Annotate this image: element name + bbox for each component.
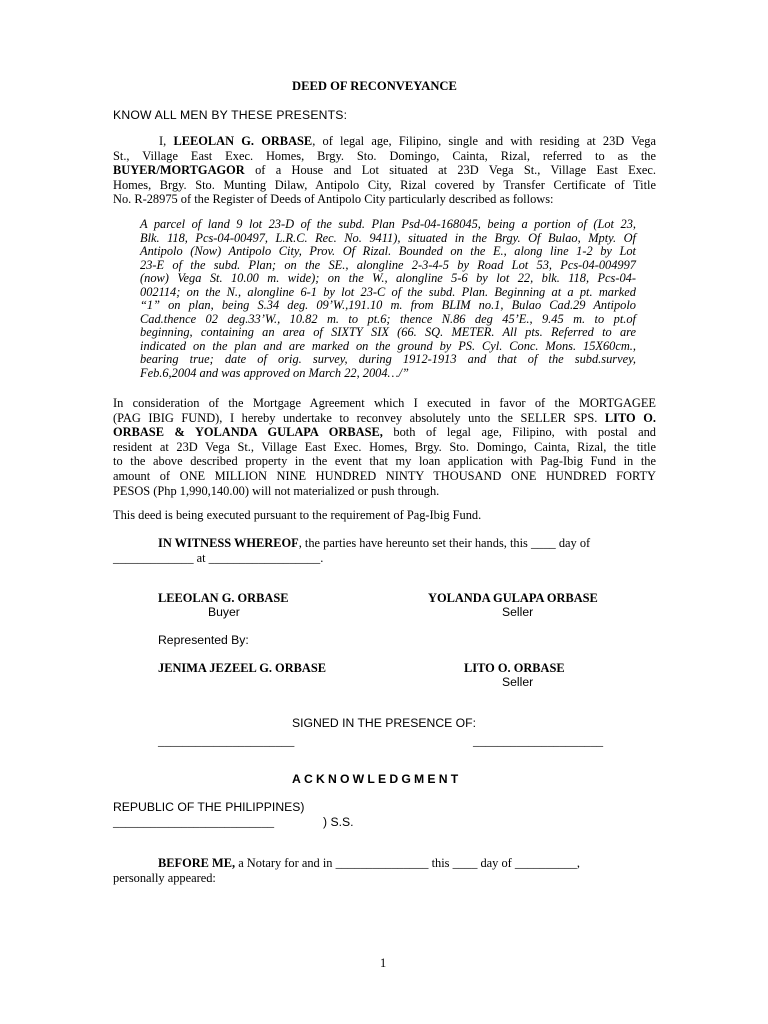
intro-line-2: St., Village East Exec. Homes, Brgy. Sto. Domingo, Cainta, Rizal, referred to as the — [113, 148, 656, 163]
intro-line-1: I, LEEOLAN G. ORBASE, of legal age, Filipino, single and with residing at 23D Vega — [159, 134, 656, 148]
seller1-role: Seller — [502, 605, 534, 619]
consideration-line-6: amount of ONE MILLION NINE HUNDRED NINTY THOUSAND ONE HUNDRED FORTY — [113, 468, 656, 483]
seller2-signature-name: LITO O. ORBASE — [464, 661, 565, 675]
page-number: 1 — [380, 956, 387, 970]
purpose-line: This deed is being executed pursuant to the requirement of Pag-Ibig Fund. — [113, 508, 482, 522]
consideration-line-2: (PAG IBIG FUND), I hereby undertake to reconvey absolutely unto the SELLER SPS. LITO O. — [113, 410, 656, 425]
consideration-line-7: PESOS (Php 1,990,140.00) will not materialized or push through. — [113, 483, 440, 498]
seller1-signature-name: YOLANDA GULAPA ORBASE — [428, 591, 598, 605]
description-line: indicated on the plan and are marked on the ground by PS. Cyl. Conc. Mons. 15X60cm., — [140, 338, 636, 353]
acknowledgment-heading: ACKNOWLEDGMENT — [292, 772, 462, 786]
presence-heading: SIGNED IN THE PRESENCE OF: — [292, 716, 476, 730]
republic-line: REPUBLIC OF THE PHILIPPINES) — [113, 800, 305, 814]
witness-line-1: IN WITNESS WHEREOF, the parties have hereunto set their hands, this ____ day of — [158, 536, 591, 550]
description-line: A parcel of land 9 lot 23-D of the subd. Plan Psd-04-168045, being a portion of (Lot 23, — [140, 217, 636, 231]
represented-by-label: Represented By: — [158, 633, 249, 647]
consideration-line-5: to the above described property in the event that my loan application with Pag-Ibig Fund in the — [113, 454, 656, 469]
seller-names-inline: ORBASE & YOLANDA GULAPA ORBASE, — [113, 425, 383, 440]
consideration-line-4: resident at 23D Vega St., Village East Exec. Homes, Brgy. Sto. Domingo, Cainta, Rizal, the title — [113, 439, 656, 454]
description-line: Blk. 118, Pcs-04-00497, L.R.C. Rec. No. 9411), situated in the Brgy. Of Bulao, Mpty. Of — [140, 230, 636, 245]
seller-name-inline: LITO O. — [604, 410, 656, 425]
consideration-line-3: ORBASE & YOLANDA GULAPA ORBASE, both of legal age, Filipino, with postal and — [113, 425, 656, 440]
description-line: beginning, containing an area of SIXTY SIX (66. SQ. METER. All pts. Referred to are — [140, 325, 636, 339]
before-me-line: BEFORE ME, a Notary for and in _______________ this ____ day of __________, — [158, 856, 580, 870]
description-line: Cad.thence 02 deg.33’W., 10.82 m. to pt.6; thence N.86 deg 45’E., 9.45 m. to pt.of — [140, 311, 636, 326]
consideration-paragraph — [113, 396, 656, 498]
intro-line-5: No. R-28975 of the Register of Deeds of Antipolo City particularly described as follows: — [113, 192, 554, 207]
buyer-signature-name: LEEOLAN G. ORBASE — [158, 591, 289, 605]
witness-line-2: _____________ at __________________. — [113, 551, 324, 565]
personally-appeared-line: personally appeared: — [113, 871, 216, 885]
venue-blank-line: __________________________ — [113, 815, 275, 829]
description-line: 002114; on the N., alongline 6-1 by lot 23-C of the subd. Plan. Beginning at a pt. marked — [140, 284, 636, 299]
presence-line-right: _____________________ — [473, 734, 604, 748]
intro-line-3: BUYER/MORTGAGOR of a House and Lot situated at 23D Vega St., Village East Exec. — [113, 163, 656, 178]
description-line: “1” on plan, being S.34 deg. 09’W.,191.10 m. from BLIM no.1, Bulao Cad.29 Antipolo — [140, 298, 636, 312]
seller2-role: Seller — [502, 675, 534, 689]
document-title: DEED OF RECONVEYANCE — [292, 79, 457, 93]
witness-heading: IN WITNESS WHEREOF — [158, 536, 299, 550]
consideration-line-1: In consideration of the Mortgage Agreement which I executed in favor of the MORTGAGEE — [113, 396, 656, 410]
representative-name: JENIMA JEZEEL G. ORBASE — [158, 661, 327, 675]
description-line: bearing true; date of orig. survey, during 1912-1913 and that of the subd.survey, — [140, 352, 636, 366]
description-line: Feb.6,2004 and was approved on March 22, 2004…/” — [140, 365, 409, 380]
description-line: 23-E of the subd. Plan; on the SE., alongline 2-3-4-5 by Road Lot 53, Pcs-04-004997 — [140, 257, 636, 272]
opening-line: KNOW ALL MEN BY THESE PRESENTS: — [113, 108, 348, 122]
before-me-heading: BEFORE ME, — [158, 856, 236, 870]
property-description — [140, 218, 636, 380]
ss-label: ) S.S. — [323, 815, 354, 829]
description-line: (now) Vega St. 10.00 m. wide); on the W., alongline 5-6 by lot 22, blk. 118, Pcs-04- — [140, 271, 636, 285]
buyer-role: Buyer — [208, 605, 240, 619]
buyer-name-inline: LEEOLAN G. ORBASE — [173, 134, 313, 148]
buyer-mortgagor-term: BUYER/MORTGAGOR — [113, 163, 245, 178]
intro-line-4: Homes, Brgy. Sto. Munting Dilaw, Antipolo City, Rizal covered by Transfer Certificate of Title — [113, 177, 656, 192]
intro-paragraph — [113, 134, 656, 207]
presence-line-left: ______________________ — [158, 734, 295, 748]
description-line: Antipolo (Now) Antipolo City, Prov. Of Rizal. Bounded on the E., along line 1-2 by Lot — [140, 244, 636, 258]
